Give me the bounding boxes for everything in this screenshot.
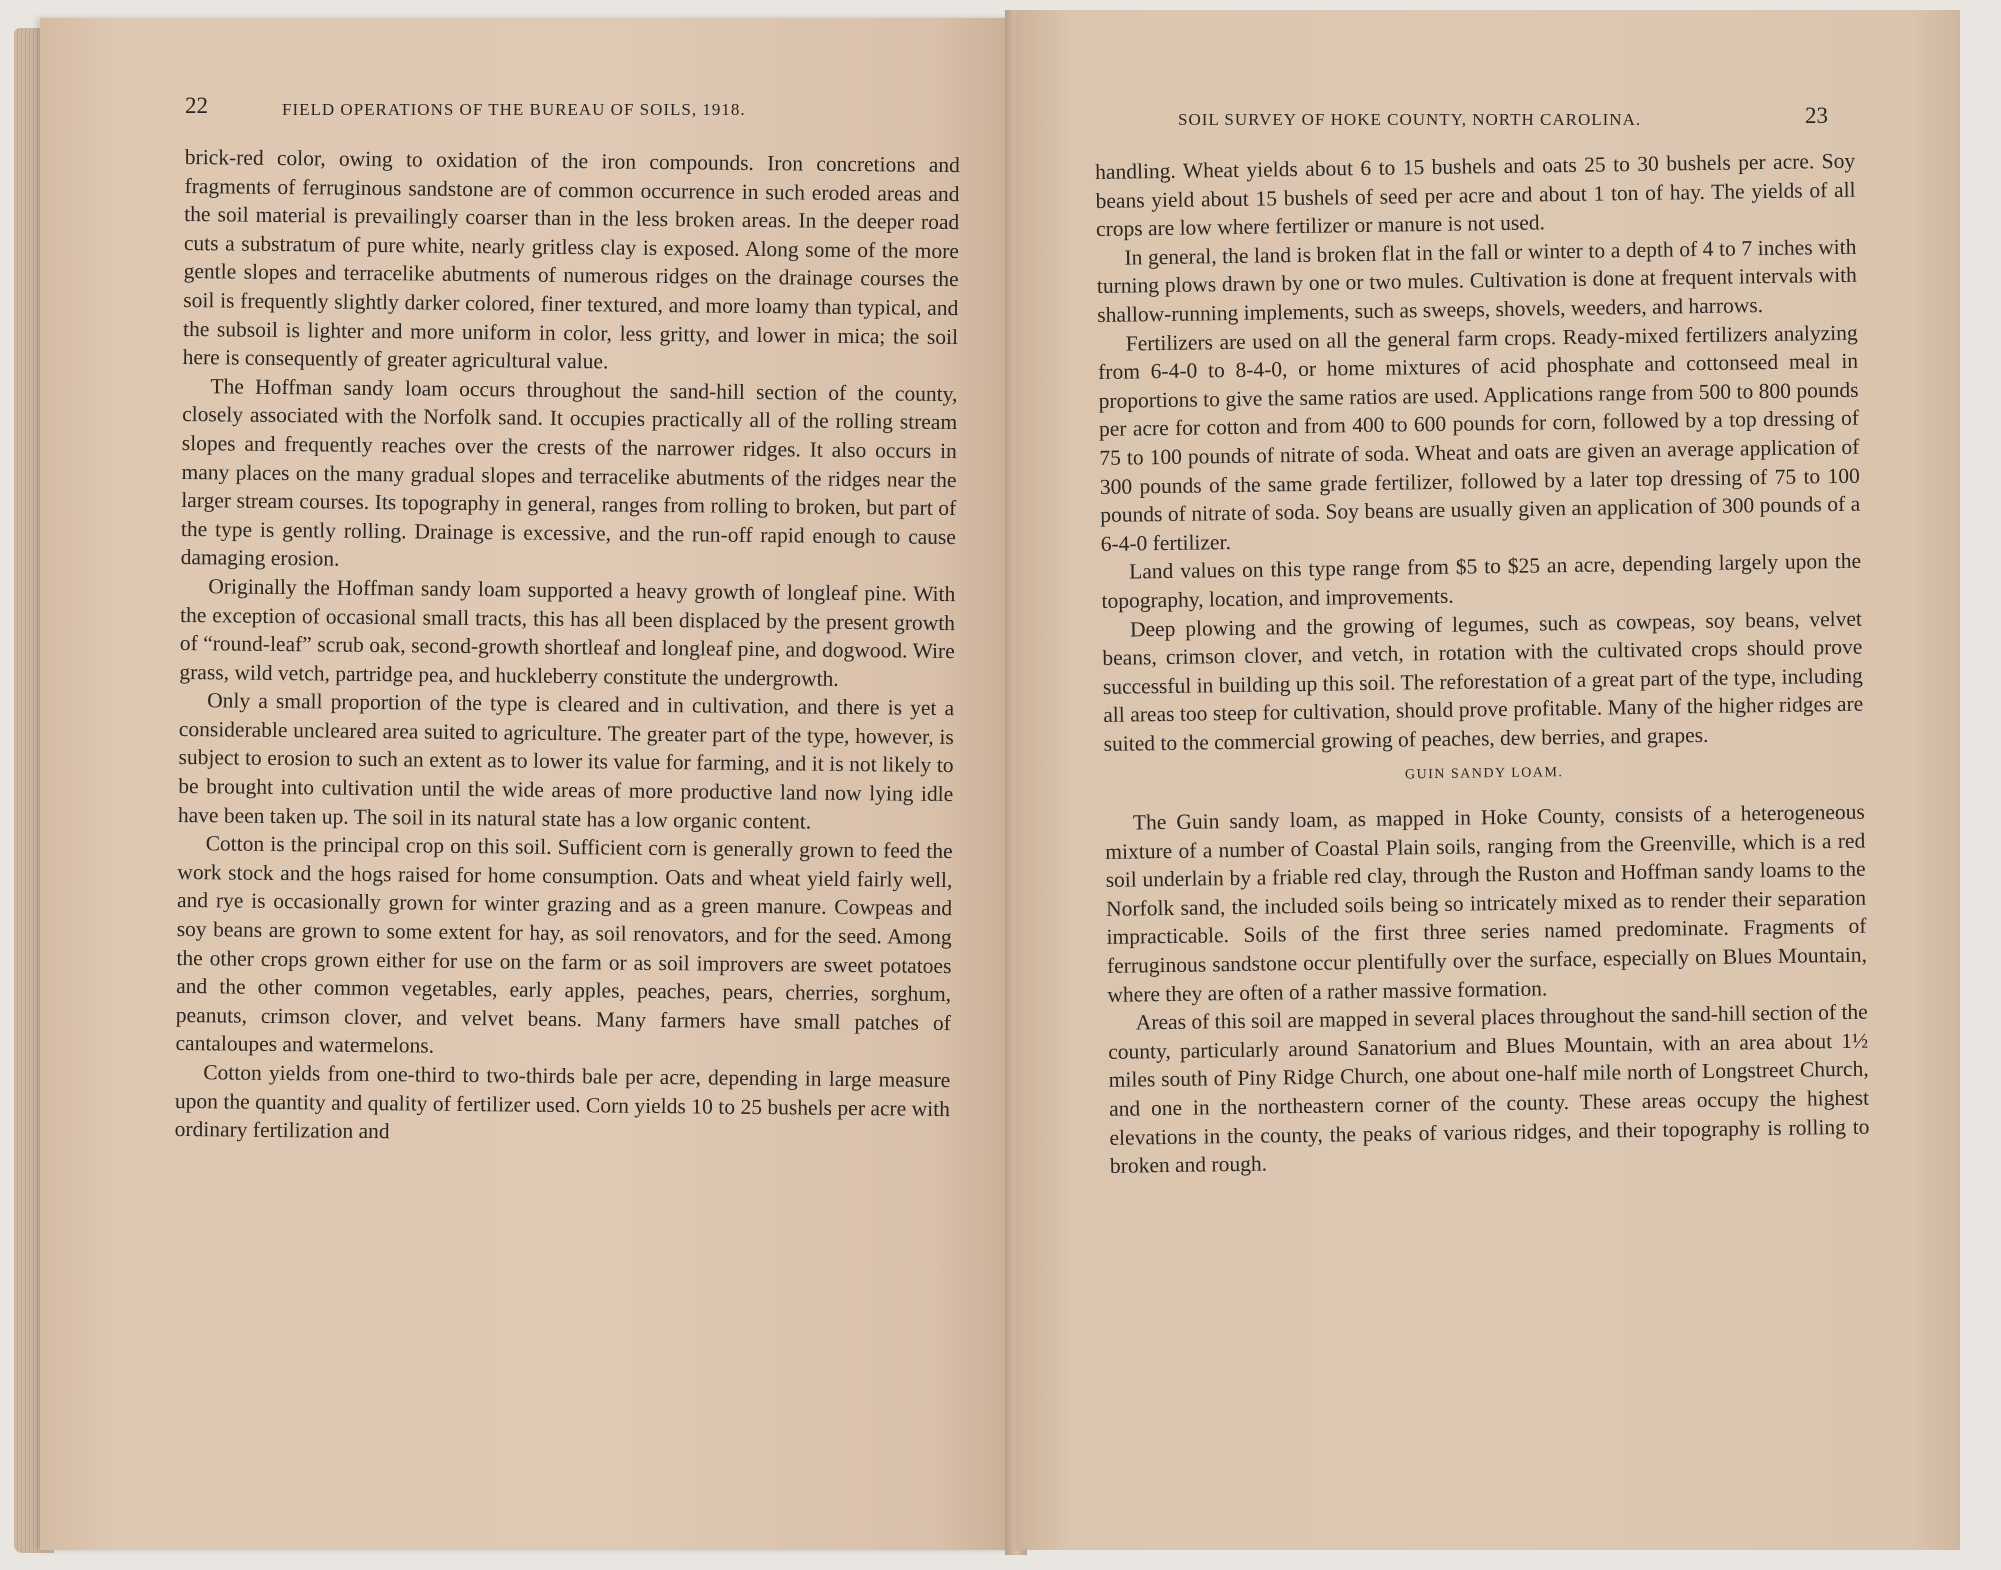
paragraph: Originally the Hoffman sandy loam supported a heavy growth of longleaf pine. With the exception of occasional small tracts, this has all been displaced by the present growth of “round-leaf” scrub oak, second-growth shortleaf and longleaf pine, and dogwood. Wire grass, wild vetch, partridge pea, and huckleberry constitute the undergrowth. [179,574,956,691]
paragraph: Land values on this type range from $5 to $25 an acre, depending largely upon the topography, location, and improvements. [1101,548,1862,613]
paragraph: Areas of this soil are mapped in several places throughout the sand-hill section of the county, particularly around Sanatorium and Blues Mountain, with an area about 1½ miles south of Piny Ridge Church, one about one-half mile north of Longstreet Church, and one in the northeastern corner of the county. These areas occupy the highest elevations in the county, the peaks of various ridges, and their topography is rolling to broken and rough. [1108,999,1870,1179]
page-number: 22 [185,93,208,118]
paragraph: Fertilizers are used on all the general farm crops. Ready-mixed fertilizers analyzing from 6-4-0 to 8-4-0, or home mixtures of acid phosphate and cottonseed meal in proportions to give the same ratios are used. Applications range from 500 to 800 pounds per acre for cotton and from 400 to 600 pounds for corn, followed by a top dressing of 75 to 100 pounds of nitrate of soda. Wheat and oats are given an average application of 300 pounds of the same grade fertilizer, followed by a later top dressing of 75 to 100 pounds of nitrate of soda. Soy beans are usually given an application of 300 pounds of a 6-4-0 fertilizer. [1097,320,1861,556]
right-page [1015,10,1960,1550]
paragraph: Cotton is the principal crop on this soil. Sufficient corn is generally grown to feed the work stock and the hogs raised for home consumption. Oats and wheat yield fairly well, and rye is occasionally grown for winter grazing and as a green manure. Cowpeas and soy beans are grown to some extent for hay, as soil renovators, and for the seed. Among the other crops grown either for use on the farm or as soil improvers are sweet potatoes and the other common vegetables, early apples, peaches, pears, cherries, sorghum, peanuts, crimson clover, and velvet beans. Many farmers have small patches of cantaloupes and watermelons. [175,831,953,1059]
paragraph: Only a small proportion of the type is cleared and in cultivation, and there is yet a considerable uncleared area suited to agriculture. The greater part of the type, however, is subject to erosion to such an extent as to lower its value for farming, and it is not likely to be brought into cultivation until the wide areas of more productive land now lying idle have been taken up. The soil in its natural state has a low organic content. [177,688,955,834]
paragraph: Cotton yields from one-third to two-thirds bale per acre, depending in large measure upon the quantity and quality of fertilizer used. Corn yields 10 to 25 bushels per acre with ordinary fertilization and [174,1060,951,1144]
right-text-block [1095,147,1870,1181]
paragraph: In general, the land is broken flat in the fall or winter to a depth of 4 to 7 inches with turning plows drawn by one or two mules. Cultivation is done at frequent intervals with shallow-running implements, such as sweeps, shovels, weeders, and harrows. [1096,234,1857,327]
paragraph: brick-red color, owing to oxidation of the iron compounds. Iron concretions and fragments of ferruginous sandstone are of common occurrence in such eroded areas and the soil material is prevailingly coarser than in the less broken areas. In the deeper road cuts a substratum of pure white, nearly gritless clay is exposed. Along some of the more gentle slopes and terracelike abutments of numerous ridges on the drainage courses the soil is frequently slightly darker colored, finer textured, and more loamy than typical, and the subsoil is lighter and more uniform in color, less gritty, and lower in mica; the soil here is consequently of greater agricultural value. [182,144,960,374]
left-page [40,18,1015,1550]
running-head: SOIL SURVEY OF HOKE COUNTY, NORTH CAROLINA. [1178,110,1642,129]
paragraph: The Guin sandy loam, as mapped in Hoke County, consists of a heterogeneous mixture of a number of Coastal Plain soils, ranging from the Greenville, which is a red soil underlain by a friable red clay, through the Ruston and Hoffman sandy loams to the Norfolk sand, the included soils being so intricately mixed as to render their separation impracticable. Soils of the first three series named predominate. Fragments of ferruginous sandstone occur plentifully over the surface, especially on Blues Mountain, where they are often of a rather massive formation. [1105,799,1868,1007]
paragraph: handling. Wheat yields about 6 to 15 bushels and oats 25 to 30 bushels per acre. Soy beans yield about 15 bushels of seed per acre and about 1 ton of hay. The yields of all crops are low where fertilizer or manure is not used. [1095,148,1856,242]
left-text-block [175,143,960,1152]
page-number: 23 [1805,103,1828,128]
paragraph: The Hoffman sandy loam occurs throughout the sand-hill section of the county, closely associated with the Norfolk sand. It occupies practically all of the rolling stream slopes and frequently reaches over the crests of the narrower ridges. It also occurs in many places on the many gradual slopes and terracelike abutments of the ridges near the larger stream courses. Its topography in general, ranges from rolling to broken, but part of the type is gently rolling. Drainage is excessive, and the run-off rapid enough to cause damaging erosion. [180,374,958,571]
section-heading: GUIN SANDY LOAM. [1404,765,1564,783]
running-head: FIELD OPERATIONS OF THE BUREAU OF SOILS, 1918. [282,100,746,119]
paragraph: Deep plowing and the growing of legumes, such as cowpeas, soy beans, velvet beans, crimson clover, and vetch, in rotation with the cultivated crops should prove successful in building up this soil. The reforestation of a great part of the type, including all areas too steep for cultivation, should prove profitable. Many of the higher ridges are suited to the commercial growing of peaches, dew berries, and grapes. [1102,606,1864,756]
